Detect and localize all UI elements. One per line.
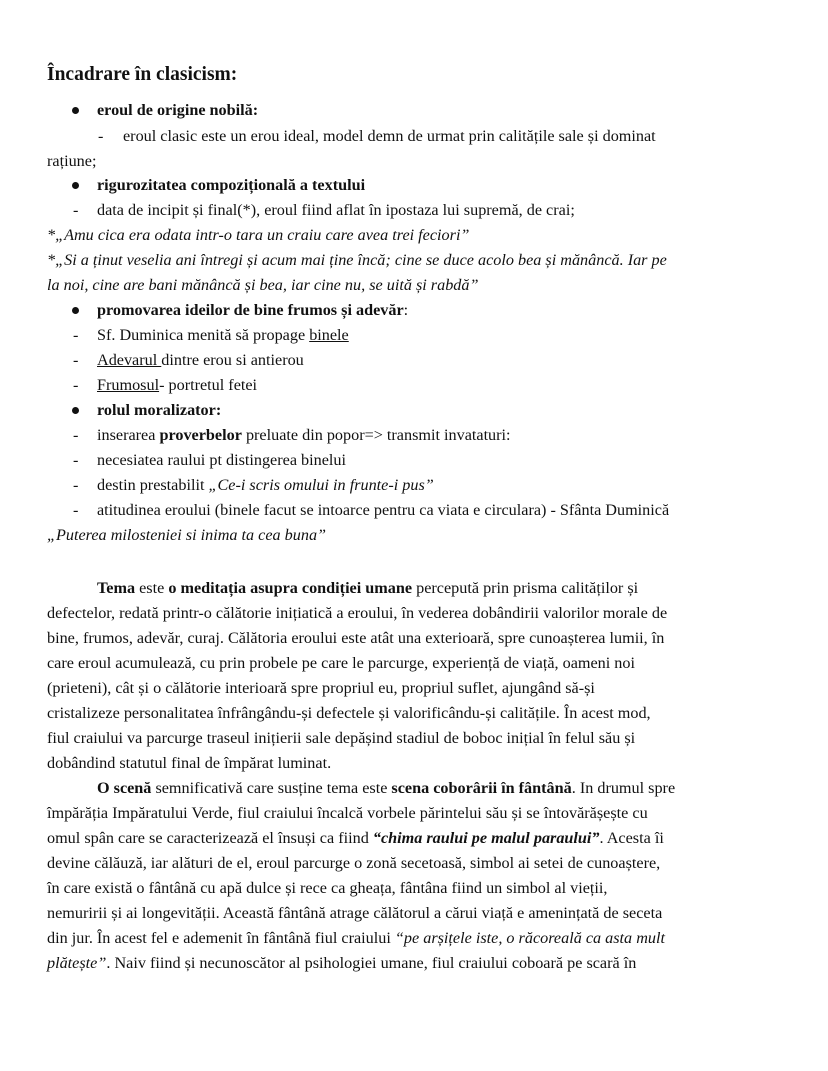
bullet-heading-rigurozitate: rigurozitatea compozițională a textului <box>97 176 366 194</box>
dash-marker: - <box>73 501 79 519</box>
paragraph-line: în care există o fântână cu apă dulce și rece ca gheața, fântâna fiind un simbol al vieții, <box>47 879 608 897</box>
dash-marker: - <box>73 201 79 219</box>
paragraph-line: care eroul acumulează, cu prin probele pe care le parcurge, experiență de viață, oameni noi <box>47 654 635 672</box>
paragraph-line: cristalizeze personalitatea înfrângându-și defectele și valorificându-și calitățile. În acest mod, <box>47 704 651 722</box>
quote-line: la noi, cine are bani mănâncă și bea, iar cine nu, se uită și rabdă” <box>47 276 479 294</box>
paragraph-line: (prieteni), cât și o călătorie interioară spre propriul eu, propriul suflet, ajungând să-și <box>47 679 595 697</box>
dash-marker: - <box>73 326 79 344</box>
dash-marker: - <box>73 451 79 469</box>
dash-marker: - <box>73 476 79 494</box>
list-item: Sf. Duminica menită să propage binele <box>97 326 349 344</box>
text-line: rațiune; <box>47 152 97 170</box>
paragraph-line: din jur. În acest fel e ademenit în fântână fiul craiului “pe arșițele iste, o răcoreală ca asta mult <box>47 929 665 947</box>
bullet-heading-rol: rolul moralizator: <box>97 401 222 419</box>
dash-marker: - <box>73 351 79 369</box>
paragraph-line: omul spân care se caracterizează el însuși ca fiind “chima raului pe malul paraului”. Acesta îi <box>47 829 664 847</box>
paragraph-line: Tema este o meditația asupra condiției umane percepută prin prisma calităților și <box>97 579 639 597</box>
paragraph-line: devine călăuză, iar alături de el, eroul parcurge o zonă secetoasă, simbol ai setei de cunoaștere, <box>47 854 661 872</box>
list-item: destin prestabilit „Ce-i scris omului in frunte-i pus” <box>97 476 434 494</box>
paragraph-line: dobândind statutul final de împărat luminat. <box>47 754 332 772</box>
section-heading: Încadrare în clasicism: <box>47 64 238 85</box>
paragraph-line: plătește”. Naiv fiind și necunoscător al psihologiei umane, fiul craiului coboară pe scară în <box>47 954 637 972</box>
list-item: atitudinea eroului (binele facut se intoarce pentru ca viata e circulara) - Sfânta Duminică <box>97 501 670 519</box>
text-line: eroul clasic este un erou ideal, model demn de urmat prin calitățile sale și dominat <box>123 127 656 145</box>
paragraph-line: nemuririi și ai longevității. Această fântână atrage călătorul a cărui viață e amenințată de seceta <box>47 904 663 922</box>
paragraph-line: împărăția Impăratului Verde, fiul craiului încalcă vorbele părintelui său și se întovărășește cu <box>47 804 648 822</box>
list-item: Adevarul dintre erou si antierou <box>97 351 304 369</box>
paragraph-line: defectelor, redată printr-o călătorie inițiatică a eroului, în vederea dobândirii valorilor morale de <box>47 604 668 622</box>
dash-marker: - <box>98 127 104 145</box>
paragraph-line: fiul craiului va parcurge traseul inițierii sale depășind stadiul de boboc inițial în felul său și <box>47 729 636 747</box>
paragraph-line: O scenă semnificativă care susține tema este scena coborârii în fântână. In drumul spre <box>97 779 676 797</box>
bullet-heading-erou: eroul de origine nobilă: <box>97 101 259 119</box>
dash-marker: - <box>73 376 79 394</box>
list-item: inserarea proverbelor preluate din popor=> transmit invataturi: <box>97 426 511 444</box>
paragraph-line: bine, frumos, adevăr, curaj. Călătoria eroului este atât una exterioară, spre cunoașterea lumii, în <box>47 629 665 647</box>
bullet-marker <box>72 182 79 189</box>
bullet-marker <box>72 407 79 414</box>
quote-line: *„Amu cica era odata intr-o tara un craiu care avea trei feciori” <box>47 226 470 244</box>
list-item: necesiatea raului pt distingerea binelui <box>97 451 347 469</box>
list-item: Frumosul- portretul fetei <box>97 376 258 394</box>
quote-line: *„Si a ținut veselia ani întregi și acum mai ține încă; cine se duce acolo bea și mănâncă. Iar pe <box>47 251 667 269</box>
bullet-marker <box>72 307 79 314</box>
text-line: data de incipit și final(*), eroul fiind aflat în ipostaza lui supremă, de crai; <box>97 201 575 219</box>
dash-marker: - <box>73 426 79 444</box>
bullet-heading-promovare: promovarea ideilor de bine frumos și adevăr: <box>97 301 409 319</box>
quote-line: „Puterea milosteniei si inima ta cea buna” <box>47 526 327 544</box>
bullet-marker <box>72 107 79 114</box>
